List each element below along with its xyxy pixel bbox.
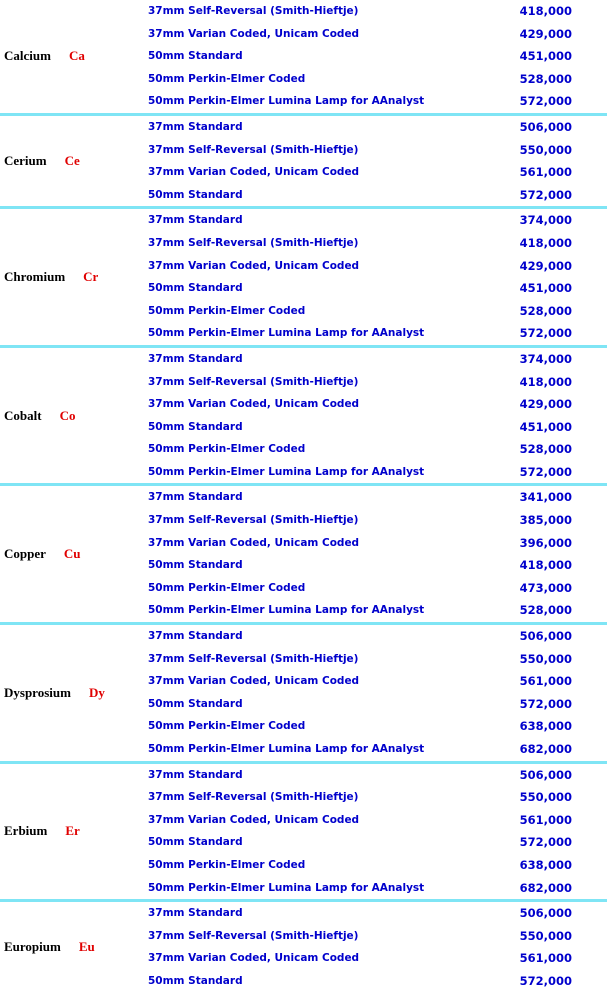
lamp-description: 50mm Standard: [148, 282, 243, 295]
lamp-description: 37mm Varian Coded, Unicam Coded: [148, 166, 360, 179]
lamp-price: 682,000: [519, 742, 572, 756]
element-group: [0, 486, 607, 625]
lamp-description: 37mm Standard: [148, 491, 243, 504]
lamp-row: [0, 648, 607, 671]
lamp-price: 561,000: [519, 951, 572, 966]
lamp-description: 50mm Perkin-Elmer Coded: [148, 304, 306, 317]
lamp-row: [0, 371, 607, 394]
element-group: [0, 764, 607, 903]
lamp-price: 528,000: [519, 442, 572, 457]
element-name: Cerium: [4, 153, 47, 169]
lamp-description: 50mm Perkin-Elmer Coded: [148, 443, 306, 456]
lamp-description: 37mm Varian Coded, Unicam Coded: [148, 27, 360, 40]
lamp-row: [0, 90, 607, 113]
lamp-row: [0, 599, 607, 622]
lamp-price: 506,000: [519, 906, 572, 921]
lamp-row: [0, 277, 607, 300]
lamp-description: 37mm Self-Reversal (Smith-Hieftje): [148, 143, 359, 156]
lamp-row: [0, 68, 607, 91]
lamp-price: 429,000: [519, 397, 572, 412]
lamp-description: 50mm Standard: [148, 836, 243, 849]
lamp-price: 374,000: [519, 351, 572, 366]
lamp-description: 37mm Self-Reversal (Smith-Hieftje): [148, 514, 359, 527]
element-symbol: Ca: [68, 48, 85, 64]
lamp-description: 50mm Perkin-Elmer Lumina Lamp for AAnalyst: [148, 743, 425, 755]
lamp-price: 550,000: [519, 651, 572, 666]
lamp-price: 385,000: [519, 513, 572, 528]
lamp-description: 37mm Self-Reversal (Smith-Hieftje): [148, 236, 359, 249]
lamp-row: [0, 947, 607, 970]
lamp-price: 561,000: [519, 674, 572, 689]
lamp-price: 418,000: [519, 558, 572, 573]
lamp-row: [0, 625, 607, 648]
lamp-row: [0, 116, 607, 139]
lamp-row: [0, 509, 607, 532]
lamp-row: [0, 393, 607, 416]
lamp-row: [0, 809, 607, 832]
lamp-description: 50mm Perkin-Elmer Coded: [148, 858, 306, 871]
lamp-row: [0, 554, 607, 577]
lamp-price: 473,000: [519, 580, 572, 595]
lamp-row: [0, 438, 607, 461]
lamp-price: 528,000: [519, 303, 572, 318]
lamp-price: 572,000: [519, 326, 572, 341]
lamp-description: 37mm Self-Reversal (Smith-Hieftje): [148, 5, 359, 17]
lamp-price: 572,000: [519, 696, 572, 711]
lamp-price: 572,000: [519, 187, 572, 202]
lamp-description: 37mm Varian Coded, Unicam Coded: [148, 813, 360, 826]
element-name: Dysprosium: [4, 684, 71, 700]
lamp-price: 682,000: [519, 880, 572, 895]
element-group: [0, 0, 607, 116]
lamp-price: 550,000: [519, 928, 572, 943]
lamp-description: 37mm Varian Coded, Unicam Coded: [148, 536, 360, 549]
lamp-description: 37mm Standard: [148, 120, 243, 133]
element-symbol: Eu: [78, 939, 95, 955]
lamp-price: 418,000: [519, 4, 572, 18]
lamp-description: 50mm Perkin-Elmer Lumina Lamp for AAnalyst: [148, 881, 425, 894]
lamp-price: 396,000: [519, 535, 572, 550]
lamp-price: 451,000: [519, 419, 572, 434]
lamp-row: [0, 184, 607, 207]
lamp-row: [0, 786, 607, 809]
element-name: Europium: [4, 939, 61, 955]
lamp-row: [0, 670, 607, 693]
element-group: [0, 902, 607, 992]
lamp-description: 50mm Perkin-Elmer Lumina Lamp for AAnalyst: [148, 465, 425, 478]
lamp-description: 37mm Self-Reversal (Smith-Hieftje): [148, 375, 359, 388]
lamp-description: 50mm Standard: [148, 697, 243, 710]
lamp-price: 451,000: [519, 49, 572, 64]
lamp-row: [0, 764, 607, 787]
lamp-description: 37mm Standard: [148, 768, 243, 781]
lamp-price: 561,000: [519, 812, 572, 827]
lamp-row: [0, 255, 607, 278]
lamp-row: [0, 348, 607, 371]
lamp-description: 37mm Standard: [148, 214, 243, 227]
lamp-row: [0, 486, 607, 509]
element-name: Copper: [4, 546, 46, 562]
lamp-row: [0, 831, 607, 854]
element-name: Chromium: [4, 269, 66, 285]
lamp-row: [0, 877, 607, 900]
element-name: Cobalt: [4, 407, 42, 423]
lamp-row: [0, 902, 607, 925]
lamp-row: [0, 532, 607, 555]
lamp-price: 418,000: [519, 235, 572, 250]
lamp-description: 50mm Perkin-Elmer Lumina Lamp for AAnalyst: [148, 95, 425, 108]
lamp-description: 37mm Self-Reversal (Smith-Hieftje): [148, 652, 359, 665]
lamp-price: 418,000: [519, 374, 572, 389]
lamp-description: 37mm Self-Reversal (Smith-Hieftje): [148, 929, 359, 942]
lamp-row: [0, 45, 607, 68]
lamp-description: 37mm Varian Coded, Unicam Coded: [148, 952, 360, 965]
lamp-price: 561,000: [519, 165, 572, 180]
lamp-description: 50mm Perkin-Elmer Lumina Lamp for AAnalyst: [148, 327, 425, 340]
element-name: Erbium: [4, 823, 48, 839]
lamp-price: 572,000: [519, 835, 572, 850]
lamp-row: [0, 0, 607, 23]
element-symbol: Cr: [83, 269, 99, 285]
lamp-row: [0, 970, 607, 993]
lamp-row: [0, 925, 607, 948]
lamp-price: 506,000: [519, 119, 572, 134]
lamp-description: 50mm Standard: [148, 974, 243, 987]
lamp-description: 37mm Varian Coded, Unicam Coded: [148, 675, 360, 688]
lamp-price: 528,000: [519, 603, 572, 618]
lamp-price: 429,000: [519, 26, 572, 41]
element-symbol: Cu: [63, 546, 81, 562]
lamp-description: 50mm Standard: [148, 420, 243, 433]
lamp-description: 37mm Varian Coded, Unicam Coded: [148, 259, 360, 272]
element-symbol: Co: [59, 407, 76, 423]
lamp-description: 50mm Perkin-Elmer Coded: [148, 72, 306, 85]
element-group: [0, 348, 607, 487]
element-group: [0, 625, 607, 764]
lamp-price: 528,000: [519, 71, 572, 86]
lamp-description: 50mm Standard: [148, 188, 243, 201]
lamp-price: 506,000: [519, 629, 572, 644]
lamp-row: [0, 23, 607, 46]
element-group: [0, 209, 607, 348]
lamp-description: 37mm Standard: [148, 630, 243, 643]
element-symbol: Dy: [88, 684, 105, 700]
lamp-price: 572,000: [519, 464, 572, 479]
lamp-price: 429,000: [519, 258, 572, 273]
element-symbol: Ce: [64, 153, 80, 169]
lamp-row: [0, 693, 607, 716]
lamp-row: [0, 161, 607, 184]
lamp-description: 50mm Perkin-Elmer Coded: [148, 720, 306, 733]
lamp-row: [0, 577, 607, 600]
lamp-price: 451,000: [519, 281, 572, 296]
lamp-price: 572,000: [519, 94, 572, 109]
lamp-description: 37mm Self-Reversal (Smith-Hieftje): [148, 791, 359, 804]
lamp-row: [0, 461, 607, 484]
lamp-price: 341,000: [519, 490, 572, 505]
lamp-price: 550,000: [519, 142, 572, 157]
lamp-row: [0, 139, 607, 162]
element-group: [0, 116, 607, 209]
lamp-row: [0, 715, 607, 738]
lamp-price: 506,000: [519, 767, 572, 782]
lamp-row: [0, 322, 607, 345]
lamp-row: [0, 232, 607, 255]
element-name: Calcium: [4, 48, 51, 64]
lamp-row: [0, 416, 607, 439]
lamp-description: 50mm Perkin-Elmer Coded: [148, 581, 306, 594]
lamp-price: 638,000: [519, 719, 572, 734]
lamp-price: 374,000: [519, 213, 572, 228]
lamp-description: 50mm Perkin-Elmer Lumina Lamp for AAnalyst: [148, 604, 425, 617]
lamp-row: [0, 738, 607, 761]
lamp-description: 50mm Standard: [148, 559, 243, 572]
lamp-price: 550,000: [519, 790, 572, 805]
lamp-row: [0, 854, 607, 877]
lamp-price: 638,000: [519, 857, 572, 872]
lamp-price: 572,000: [519, 973, 572, 988]
lamp-description: 37mm Varian Coded, Unicam Coded: [148, 398, 360, 411]
lamp-row: [0, 209, 607, 232]
lamp-description: 37mm Standard: [148, 352, 243, 365]
lamp-description: 37mm Standard: [148, 907, 243, 920]
lamp-row: [0, 300, 607, 323]
lamp-description: 50mm Standard: [148, 50, 243, 63]
element-symbol: Er: [65, 823, 80, 839]
